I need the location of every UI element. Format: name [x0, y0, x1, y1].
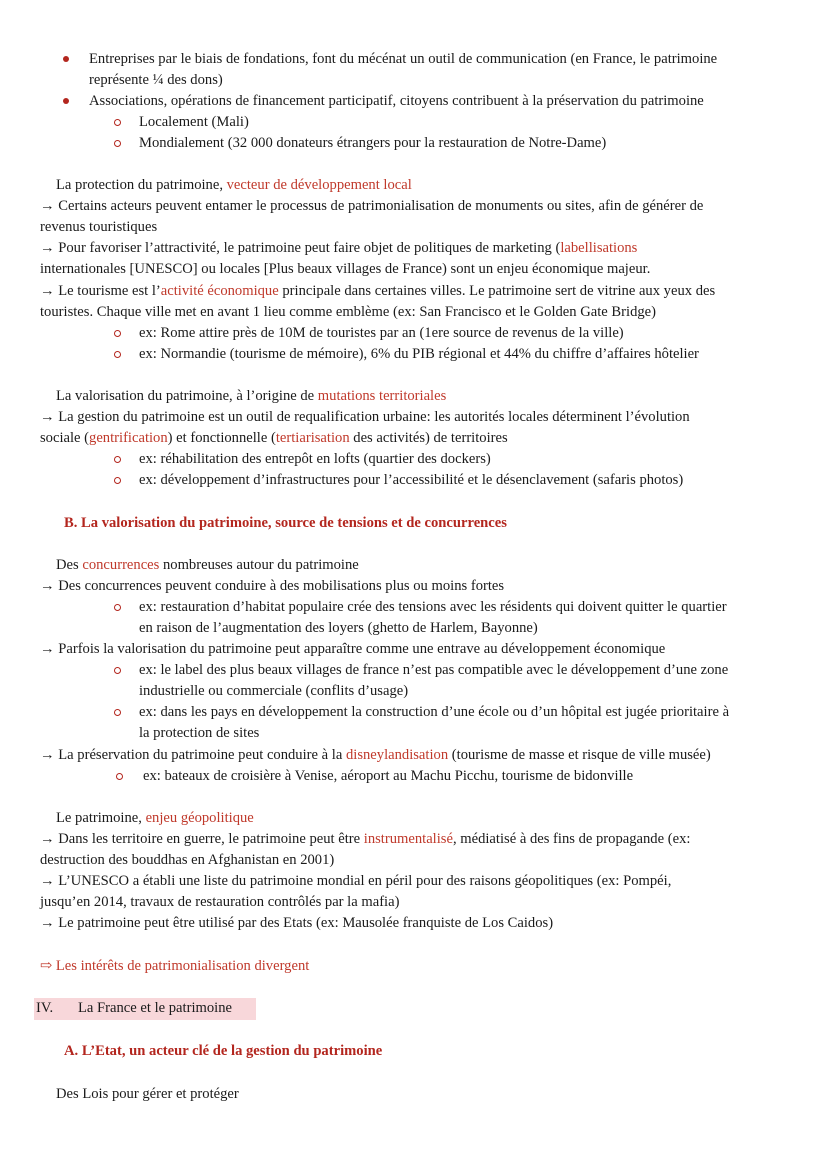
paragraph-line: touristes. Chaque ville met en avant 1 lieu comme emblème (ex: San Francisco et le Golden Gate Bridge) — [40, 304, 656, 320]
part-number: IV. — [36, 1000, 54, 1016]
paragraph-line: → Des concurrences peuvent conduire à des mobilisations plus ou moins fortes — [40, 578, 505, 594]
example-text: ex: Normandie (tourisme de mémoire), 6% du PIB régional et 44% du chiffre d’affaires hôtelier — [139, 346, 699, 362]
bullet-circle — [114, 667, 121, 674]
section-heading-b: B. La valorisation du patrimoine, source de tensions et de concurrences — [64, 515, 507, 531]
paragraph-line: → Dans les territoire en guerre, le patrimoine peut être instrumentalisé, médiatisé à des fins de propagande (ex: — [40, 831, 691, 847]
example-text: ex: restauration d’habitat populaire crée des tensions avec les résidents qui doivent quitter le quartier — [139, 599, 727, 615]
example-text: en raison de l’augmentation des loyers (ghetto de Harlem, Bayonne) — [139, 620, 538, 636]
paragraph-line: → Parfois la valorisation du patrimoine peut apparaître comme une entrave au développement économique — [40, 641, 666, 657]
section-heading-a: A. L’Etat, un acteur clé de la gestion du patrimoine — [64, 1043, 383, 1059]
paragraph-line: → Certains acteurs peuvent entamer le processus de patrimonialisation de monuments ou sites, afin de générer de — [40, 198, 704, 214]
part-heading — [34, 998, 256, 1020]
subsection-title: Le patrimoine, enjeu géopolitique — [56, 810, 254, 826]
example-text: ex: développement d’infrastructures pour l’accessibilité et le désenclavement (safaris photos) — [139, 472, 684, 488]
paragraph-line: → Le patrimoine peut être utilisé par des Etats (ex: Mausolée franquiste de Los Caidos) — [40, 915, 554, 931]
bullet-text: Entreprises par le biais de fondations, font du mécénat un outil de communication (en France, le patrimoine — [89, 51, 718, 67]
part-title: La France et le patrimoine — [78, 1000, 232, 1016]
bullet-circle — [114, 604, 121, 611]
bullet-text: Associations, opérations de financement participatif, citoyens contribuent à la préservation du patrimoine — [89, 93, 704, 109]
paragraph-line: → La gestion du patrimoine est un outil de requalification urbaine: les autorités locales déterminent l’évolution — [40, 409, 690, 425]
bullet-circle — [114, 477, 121, 484]
bullet-dot — [63, 56, 69, 62]
bullet-circle — [114, 351, 121, 358]
example-text: ex: dans les pays en développement la construction d’une école ou d’un hôpital est jugée prioritaire à — [139, 704, 730, 720]
conclusion-line: ⇨ Les intérêts de patrimonialisation divergent — [40, 958, 310, 974]
bullet-circle — [114, 140, 121, 147]
example-text: ex: réhabilitation des entrepôt en lofts (quartier des dockers) — [139, 451, 491, 467]
bullet-circle — [116, 773, 123, 780]
paragraph-line: internationales [UNESCO] ou locales [Plus beaux villages de France) sont un enjeu économique majeur. — [40, 261, 651, 277]
paragraph-line: revenus touristiques — [40, 219, 158, 235]
sub-bullet-text: Mondialement (32 000 donateurs étrangers pour la restauration de Notre-Dame) — [139, 135, 607, 151]
bullet-circle — [114, 119, 121, 126]
paragraph-line: → L’UNESCO a établi une liste du patrimoine mondial en péril pour des raisons géopolitiques (ex: Pompéi, — [40, 873, 672, 889]
paragraph-line: → La préservation du patrimoine peut conduire à la disneylandisation (tourisme de masse et risque de ville musée) — [40, 747, 711, 763]
paragraph-line: destruction des bouddhas en Afghanistan en 2001) — [40, 852, 335, 868]
paragraph-line: → Le tourisme est l’activité économique principale dans certaines villes. Le patrimoine sert de vitrine aux yeux des — [40, 283, 716, 299]
example-text: industrielle ou commerciale (conflits d’usage) — [139, 683, 409, 699]
subsection-title: Des concurrences nombreuses autour du patrimoine — [56, 557, 359, 573]
bullet-dot — [63, 98, 69, 104]
sub-bullet-text: Localement (Mali) — [139, 114, 249, 130]
paragraph-line: jusqu’en 2014, travaux de restauration contrôlés par la mafia) — [40, 894, 400, 910]
paragraph-line: → Pour favoriser l’attractivité, le patrimoine peut faire objet de politiques de marketing (labellisations — [40, 240, 638, 256]
subsection-title: Des Lois pour gérer et protéger — [56, 1086, 239, 1102]
bullet-circle — [114, 709, 121, 716]
example-text: ex: Rome attire près de 10M de touristes par an (1ere source de revenus de la ville) — [139, 325, 624, 341]
paragraph-line: sociale (gentrification) et fonctionnelle (tertiarisation des activités) de territoires — [40, 430, 508, 446]
subsection-title: La valorisation du patrimoine, à l’origine de mutations territoriales — [56, 388, 447, 404]
example-text: la protection de sites — [139, 725, 260, 741]
bullet-circle — [114, 330, 121, 337]
example-text: ex: bateaux de croisière à Venise, aéroport au Machu Picchu, tourisme de bidonville — [143, 768, 634, 784]
subsection-title: La protection du patrimoine, vecteur de développement local — [56, 177, 412, 193]
example-text: ex: le label des plus beaux villages de france n’est pas compatible avec le développement d’une zone — [139, 662, 729, 678]
bullet-text: représente ¼ des dons) — [89, 72, 223, 88]
bullet-circle — [114, 456, 121, 463]
